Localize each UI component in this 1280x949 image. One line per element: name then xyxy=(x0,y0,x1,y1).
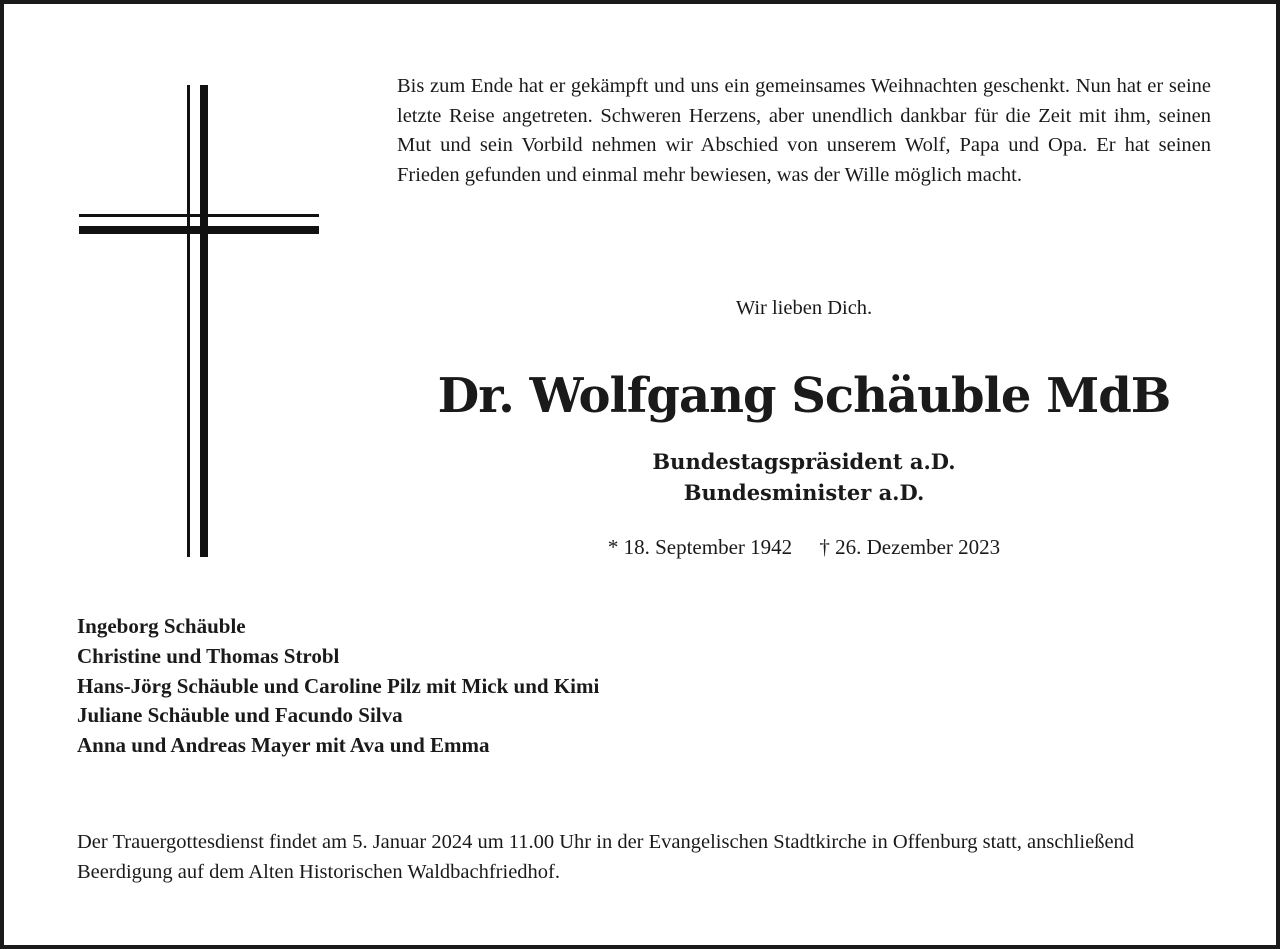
love-line: Wir lieben Dich. xyxy=(735,297,873,319)
life-dates xyxy=(397,535,1211,560)
mourner-item: Juliane Schäuble und Facundo Silva xyxy=(77,703,403,728)
service-info: Der Trauergottesdienst findet am 5. Januar 2024 um 11.00 Uhr in der Evangelischen Stadtkirche in Offenburg statt, anschließend Beerdigung auf dem Alten Historischen Waldbachfriedhof. xyxy=(77,831,1135,883)
deceased-titles xyxy=(397,446,1211,508)
deceased-name: Dr. Wolfgang Schäuble MdB xyxy=(437,368,1171,424)
title-line: Bundesminister a.D. xyxy=(683,480,925,505)
intro-text: Bis zum Ende hat er gekämpft und uns ein gemeinsames Weihnachten geschenkt. Nun hat er seine letzte Reise angetreten. Schweren Herzens, aber unendlich dankbar für die Zeit mit ihm, seinen Mut und sein Vorbild nehmen wir Abschied von unserem Wolf, Papa und Opa. Er hat seinen Frieden gefunden und einmal mehr bewiesen, was der Wille möglich macht. xyxy=(397,75,1211,186)
cross-icon xyxy=(79,85,319,557)
death-date: † 26. Dezember 2023 xyxy=(819,535,1001,559)
birth-date: * 18. September 1942 xyxy=(607,535,793,559)
mourner-item: Anna und Andreas Mayer mit Ava und Emma xyxy=(77,733,490,758)
mourner-item: Christine und Thomas Strobl xyxy=(77,643,340,668)
mourner-item: Ingeborg Schäuble xyxy=(77,614,246,638)
title-line: Bundestagspräsident a.D. xyxy=(652,449,956,474)
mourner-item: Hans-Jörg Schäuble und Caroline Pilz mit Mick und Kimi xyxy=(77,673,600,698)
mourners-list xyxy=(77,612,877,761)
